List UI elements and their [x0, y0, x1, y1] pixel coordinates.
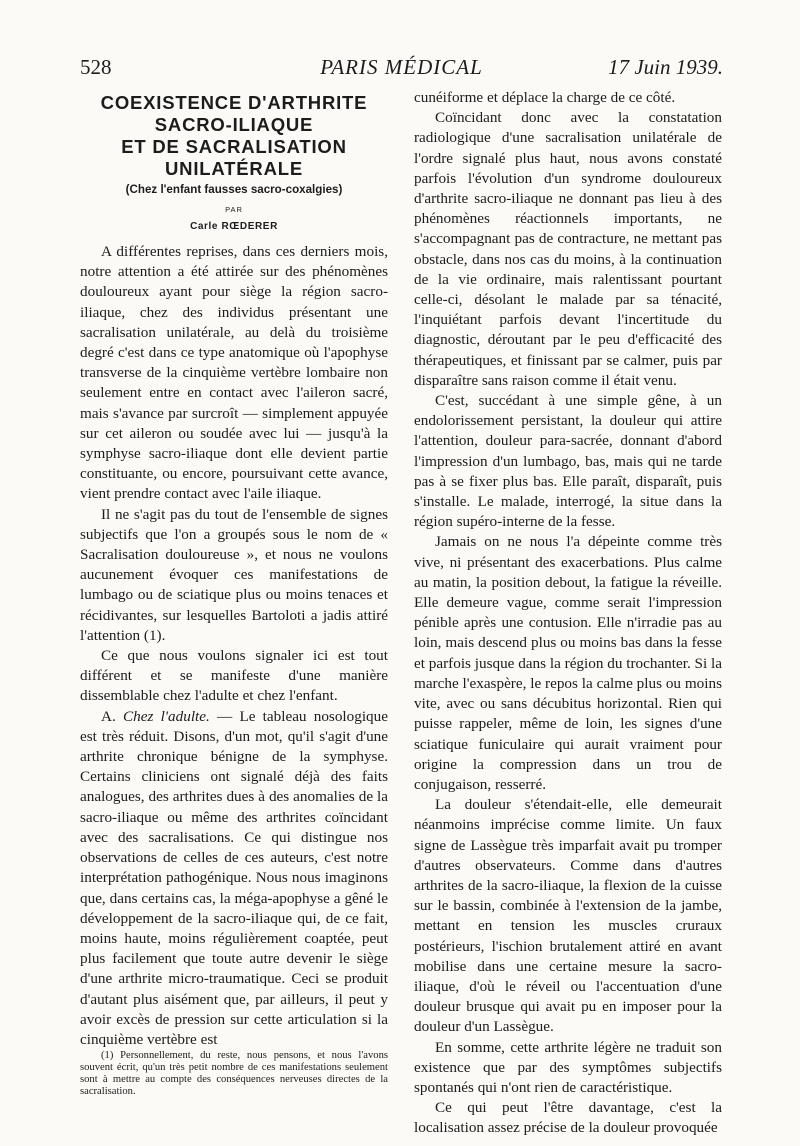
article-title [80, 92, 388, 180]
title-line: UNILATÉRALE [165, 158, 303, 179]
body-paragraph: Il ne s'agit pas du tout de l'ensemble de signes subjectifs que l'on a groupés sous le nom de « Sacralisation douloureuse », et nous ne voulons aucunement évoquer ces manifestations de lumbago ou de sciatique plus ou moins tenaces et récidivantes, sur lesquelles Bartoloti a jadis attiré l'attention (1). [80, 505, 388, 644]
body-paragraph-adult [80, 707, 388, 1050]
section-label: A. [101, 707, 116, 725]
issue-date: 17 Juin 1939. [608, 55, 723, 79]
body-paragraph: En somme, cette arthrite légère ne traduit son existence que par des symptômes subjectifs spontanés qui n'ont rien de caractéristique. [414, 1038, 722, 1096]
body-paragraph: C'est, succédant à une simple gêne, à un endolorissement persistant, la douleur qui attire l'attention, douleur para-sacrée, donnant d'abord l'impression d'un lumbago, bas, mais qui ne tarde pas à se fixer plus bas. Elle paraît, disparaît, puis s'installe. Le malade, interrogé, la situe dans la région supéro-interne de la fesse. [414, 392, 722, 531]
title-line: SACRO-ILIAQUE [154, 114, 314, 135]
footnote: (1) Personnellement, du reste, nous pensons, et nous l'avons souvent écrit, qu'un très petit nombre de ces manifestations seulement sont à mettre au compte des conséquences nerveuses directes de la sacralisation. [80, 1050, 388, 1098]
section-text: — Le tableau nosologique est très réduit. Disons, d'un mot, qu'il s'agit d'une arthrite chronique bénigne de la symphyse. Certains cliniciens ont signalé déjà des faits analogues, des arthrites dues à des anomalies de la sacro-iliaque ou même des arthrites coïncidant avec des sacralisations. Ce qui distingue nos observations de celles de ces auteurs, c'est notre interprétation pathogénique. Nous nous imaginons que, dans certains cas, la méga-apophyse a gêné le développement de la sacro-iliaque qui, de ce fait, moins haute, moins régulièrement coaptée, peut plus facilement que toute autre devenir le siège d'une arthrite micro-traumatique. Ceci se produit d'autant plus aisément que, par ailleurs, il peut y avoir excès de pression sur cette articulation si la cinquième vertèbre est [80, 707, 388, 1048]
left-column [80, 88, 388, 1098]
right-column [414, 88, 722, 1139]
body-paragraph: Ce que nous voulons signaler ici est tout différent et se manifeste d'une manière dissemblable chez l'adulte et chez l'enfant. [80, 647, 388, 705]
body-paragraph: A différentes reprises, dans ces derniers mois, notre attention a été attirée sur des phénomènes douloureux ayant pour siège la région sacro-iliaque, chez des individus présentant une sacralisation unilatérale, au delà du troisième degré c'est dans ce type anatomique où l'apophyse transverse de la cinquième vertèbre lombaire non seulement entre en contact avec l'aileron sacré, mais s'avance par surcroît — simplement appuyée sur cet aileron ou soudée avec lui — jusqu'à la symphyse sacro-iliaque dont elle devient partie constituante, ou encore, poursuivant cette avance, vient prendre contact avec l'aile iliaque. [80, 243, 388, 503]
body-paragraph: Ce qui peut l'être davantage, c'est la localisation assez précise de la douleur provoquée [414, 1099, 722, 1137]
section-heading: Chez l'adulte. [122, 707, 210, 725]
body-paragraph: La douleur s'étendait-elle, elle demeurait néanmoins imprécise comme limite. Un faux signe de Lassègue très imparfait avait pu tromper d'autres observateurs. Comme dans d'autres arthrites de la sacro-iliaque, la flexion de la cuisse sur le bassin, combinée à l'extension de la jambe, mettant en tension les muscles cruraux postérieurs, l'ischion brutalement attiré en avant mobilise dans une certaine mesure la sacro-iliaque, d'où le réveil ou l'accentuation d'une douleur brusque qui avait pu en imposer pour la douleur d'un Lassègue. [414, 796, 722, 1036]
journal-title: PARIS MÉDICAL [320, 55, 483, 79]
body-paragraph: Coïncidant donc avec la constatation radiologique d'une sacralisation unilatérale de l'ordre signalé plus haut, nous avons constaté parfois l'évolution d'un syndrome douloureux d'arthrite sacro-iliaque ne donnant pas lieu à des phénomènes réactionnels importants, ne s'accompagnant pas de contracture, ne mettant pas obstacle, dans nos cas du moins, à la continuation de la vie ordinaire, mais ralentissant pourtant celle-ci, désolant le malade par sa ténacité, l'inquiétant parfois devant l'incertitude du diagnostic, déroutant par le peu d'efficacité des thérapeutiques, et finissant par se calmer, puis par disparaître sans raison comme il était venu. [414, 109, 722, 389]
title-line: ET DE SACRALISATION [121, 136, 347, 157]
title-line: COEXISTENCE D'ARTHRITE [100, 92, 368, 113]
body-paragraph: Jamais on ne nous l'a dépeinte comme très vive, ni présentant des exacerbations. Plus calme au matin, la position debout, la fatigue la réveille. Elle demeure vague, comme serait l'impression pénible après une contusion. Elle n'irradie pas au loin, mais descend plus ou moins bas dans la fesse et parfois jusque dans la région du trochanter. Si la marche l'exaspère, le repos la calme plus ou moins vite, avec ou sans décubitus horizontal. Rien qui puisse rappeler, même de loin, les signes d'une sciatique funiculaire qui aurait vraiment pour origine la compression dans un trou de conjugaison, resserré. [414, 533, 722, 793]
page-number: 528 [80, 55, 112, 79]
byline-par: PAR [225, 205, 243, 214]
author-name: Carle RŒDERER [190, 221, 278, 232]
running-head [80, 52, 723, 82]
article-subtitle: (Chez l'enfant fausses sacro-coxalgies) [125, 183, 343, 196]
continued-paragraph: cunéiforme et déplace la charge de ce côté. [414, 89, 676, 106]
